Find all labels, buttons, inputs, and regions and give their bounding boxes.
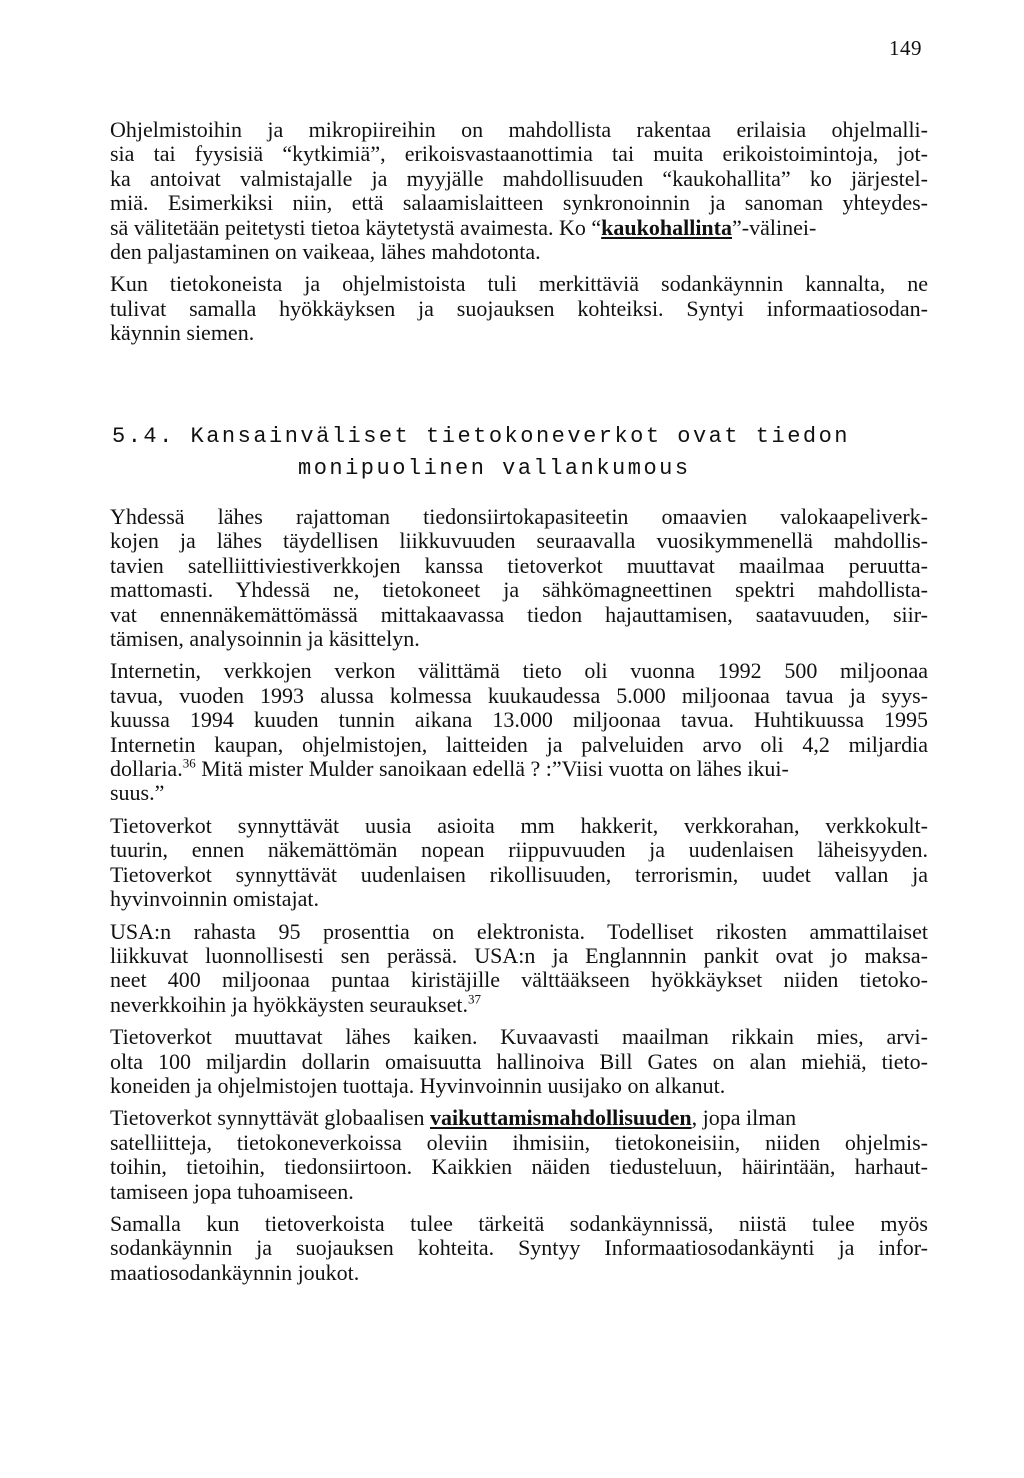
footnote-marker: 37	[468, 991, 482, 1007]
text-line: miä. Esimerkiksi niin, että salaamislaitteen synkronoinnin ja sanoman yhteydes-	[110, 190, 928, 216]
text-line: tuurin, ennen näkemättömän nopean riippuvuuden ja uudenlaisen läheisyyden.	[110, 837, 928, 863]
emphasized-term: vaikuttamismahdollisuuden	[429, 1105, 692, 1131]
body-paragraph-5	[110, 1025, 928, 1098]
intro-section	[110, 118, 928, 354]
text-line	[110, 1106, 928, 1130]
text-line: sodankäynnin ja suojauksen kohteita. Syntyy Informaatiosodankäynti ja infor-	[110, 1235, 928, 1261]
text-line: olta 100 miljardin dollarin omaisuutta hallinoiva Bill Gates on alan miehiä, tieto-	[110, 1048, 928, 1074]
page-number: 149	[889, 36, 922, 60]
text-line: tämisen, analysoinnin ja käsittelyn.	[110, 626, 420, 652]
text-line	[110, 216, 928, 240]
text-line: Tietoverkot synnyttävät uudenlaisen rikollisuuden, terrorismin, uudet vallan ja	[110, 861, 928, 887]
text-line: mattomasti. Yhdessä ne, tietokoneet ja sähkömagneettinen spektri mahdollista-	[110, 577, 928, 603]
text-line: käynnin siemen.	[110, 320, 255, 346]
footnote-marker: 36	[182, 755, 196, 771]
text-line: tamiseen jopa tuhoamiseen.	[110, 1178, 354, 1204]
text-line: Internetin kaupan, ohjelmistojen, laitteiden ja palveluiden arvo oli 4,2 miljardia	[110, 731, 928, 757]
body-paragraph-2	[110, 659, 928, 805]
section-heading	[112, 421, 902, 485]
body-paragraph-7	[110, 1212, 928, 1285]
text-run: neverkkoihin ja hyökkäysten seuraukset.	[110, 991, 469, 1017]
text-line: tavua, vuoden 1993 alussa kolmessa kuukaudessa 5.000 miljoonaa tavua ja syys-	[110, 682, 928, 708]
text-line: koneiden ja ohjelmistojen tuottaja. Hyvinvoinnin uusijako on alkanut.	[110, 1072, 726, 1098]
text-run: ”-välinei-	[732, 214, 817, 240]
text-line: maatiosodankäynnin joukot.	[110, 1259, 360, 1285]
text-line: liikkuvat luonnollisesti sen perässä. USA:n ja Englannnin pankit ovat jo maksa-	[110, 942, 928, 968]
text-line: den paljastaminen on vaikeaa, lähes mahdotonta.	[110, 239, 541, 265]
emphasized-term: kaukohallinta	[601, 214, 732, 240]
text-line: Samalla kun tietoverkoista tulee tärkeitä sodankäynnissä, niistä tulee myös	[110, 1210, 928, 1236]
text-line: Tietoverkot muuttavat lähes kaiken. Kuvaavasti maailman rikkain mies, arvi-	[110, 1024, 928, 1050]
intro-paragraph-1	[110, 118, 928, 264]
body-paragraph-3	[110, 814, 928, 912]
text-line: tavien satelliittiviestiverkkojen kanssa tietoverkot muuttavat maailmaa peruutta-	[110, 552, 928, 578]
text-line: Ohjelmistoihin ja mikropiireihin on mahdollista rakentaa erilaisia ohjelmalli-	[110, 117, 928, 142]
text-line: sia tai fyysisiä “kytkimiä”, erikoisvastaanottimia tai muita erikoistoimintoja, jot-	[110, 141, 928, 167]
text-line: kojen ja lähes täydellisen liikkuvuuden seuraavalla vuosikymmenellä mahdollis-	[110, 528, 928, 554]
text-line: hyvinvoinnin omistajat.	[110, 886, 319, 912]
text-run: sä välitetään peitetysti tietoa käytetystä avaimesta. Ko “	[110, 214, 602, 240]
text-line: ka antoivat valmistajalle ja myyjälle mahdollisuuden “kaukohallita” ko järjestel-	[110, 165, 928, 191]
text-line: vat ennennäkemättömässä mittakaavassa tiedon hajauttamisen, saatavuuden, siir-	[110, 601, 928, 627]
heading-line-2: monipuolinen vallankumous	[298, 456, 691, 481]
text-line: satelliitteja, tietokoneverkoissa oleviin ihmisiin, tietokoneisiin, niiden ohjelmis-	[110, 1129, 928, 1155]
text-line: neet 400 miljoonaa puntaa kiristäjille välttääkseen hyökkäykset niiden tietoko-	[110, 967, 928, 993]
text-line: tulivat samalla hyökkäyksen ja suojauksen kohteiksi. Syntyi informaatiosodan-	[110, 295, 928, 321]
text-run: Tietoverkot synnyttävät globaalisen	[110, 1105, 430, 1131]
text-line: toihin, tietoihin, tiedonsiirtoon. Kaikkien näiden tiedusteluun, häirintään, harhaut-	[110, 1154, 928, 1180]
intro-paragraph-2	[110, 272, 928, 345]
body-paragraph-1	[110, 505, 928, 651]
text-line: Kun tietokoneista ja ohjelmistoista tuli merkittäviä sodankäynnin kannalta, ne	[110, 271, 928, 297]
text-line: Yhdessä lähes rajattoman tiedonsiirtokapasiteetin omaavien valokaapeliverk-	[110, 504, 928, 529]
text-run: , jopa ilman	[691, 1105, 797, 1131]
text-run: Mitä mister Mulder sanoikaan edellä ? :”Viisi vuotta on lähes ikui-	[195, 756, 789, 782]
text-line: suus.”	[110, 780, 165, 806]
body-section	[110, 505, 928, 1293]
text-line	[110, 993, 928, 1017]
text-line	[110, 757, 928, 781]
body-paragraph-4	[110, 920, 928, 1018]
text-run: dollaria.	[110, 756, 183, 782]
body-paragraph-6	[110, 1106, 928, 1204]
text-line: Tietoverkot synnyttävät uusia asioita mm hakkerit, verkkorahan, verkkokult-	[110, 812, 928, 838]
text-line: Internetin, verkkojen verkon välittämä tieto oli vuonna 1992 500 miljoonaa	[110, 658, 928, 684]
heading-line-1: 5.4. Kansainväliset tietokoneverkot ovat tiedon	[112, 424, 851, 449]
text-line: USA:n rahasta 95 prosenttia on elektronista. Todelliset rikosten ammattilaiset	[110, 918, 928, 944]
text-line: kuussa 1994 kuuden tunnin aikana 13.000 miljoonaa tavua. Huhtikuussa 1995	[110, 707, 928, 733]
